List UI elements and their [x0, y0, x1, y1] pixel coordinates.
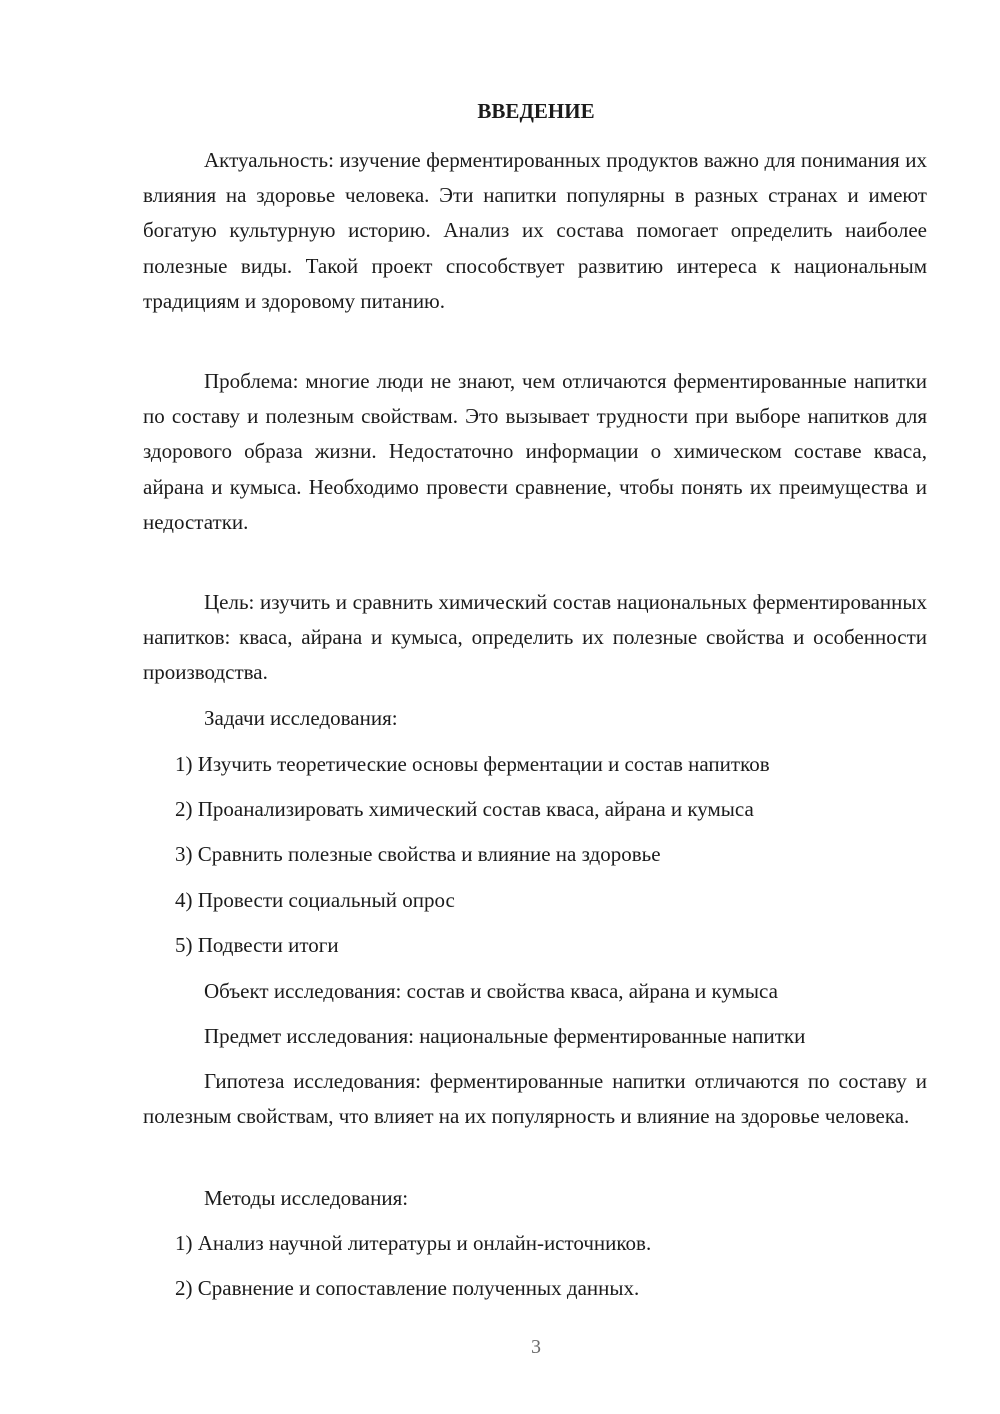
problem-paragraph: Проблема: многие люди не знают, чем отличаются ферментированные напитки по составу и полезным свойствам. Это вызывает трудности при выборе напитков для здорового образа жизни. Недостаточно информации о химическом составе кваса, айрана и кумыса. Необходимо провести сравнение, чтобы понять их преимущества и недостатки.: [143, 369, 927, 534]
research-object: Объект исследования: состав и свойства кваса, айрана и кумыса: [204, 979, 778, 1003]
task-item: 3) Сравнить полезные свойства и влияние на здоровье: [175, 842, 661, 866]
methods-heading: Методы исследования:: [204, 1186, 409, 1210]
page-number: 3: [531, 1336, 541, 1358]
task-item: 1) Изучить теоретические основы ферментации и состав напитков: [175, 752, 770, 776]
method-item: 2) Сравнение и сопоставление полученных данных.: [175, 1276, 640, 1300]
goal-paragraph: Цель: изучить и сравнить химический состав национальных ферментированных напитков: кваса, айрана и кумыса, определить их полезные свойства и особенности производства.: [143, 590, 927, 685]
task-item: 2) Проанализировать химический состав кваса, айрана и кумыса: [175, 797, 754, 821]
section-title: ВВЕДЕНИЕ: [477, 99, 595, 123]
task-item: 5) Подвести итоги: [175, 933, 339, 957]
method-item: 1) Анализ научной литературы и онлайн-источников.: [175, 1231, 652, 1255]
task-item: 4) Провести социальный опрос: [175, 888, 455, 912]
hypothesis-paragraph: Гипотеза исследования: ферментированные напитки отличаются по составу и полезным свойствам, что влияет на их популярность и влияние на здоровье человека.: [143, 1069, 927, 1129]
relevance-paragraph: Актуальность: изучение ферментированных продуктов важно для понимания их влияния на здоровье человека. Эти напитки популярны в разных странах и имеют богатую культурную историю. Анализ их состава помогает определить наиболее полезные виды. Такой проект способствует развитию интереса к национальным традициям и здоровому питанию.: [143, 148, 927, 313]
research-subject: Предмет исследования: национальные ферментированные напитки: [204, 1024, 806, 1048]
tasks-heading: Задачи исследования:: [204, 706, 398, 730]
